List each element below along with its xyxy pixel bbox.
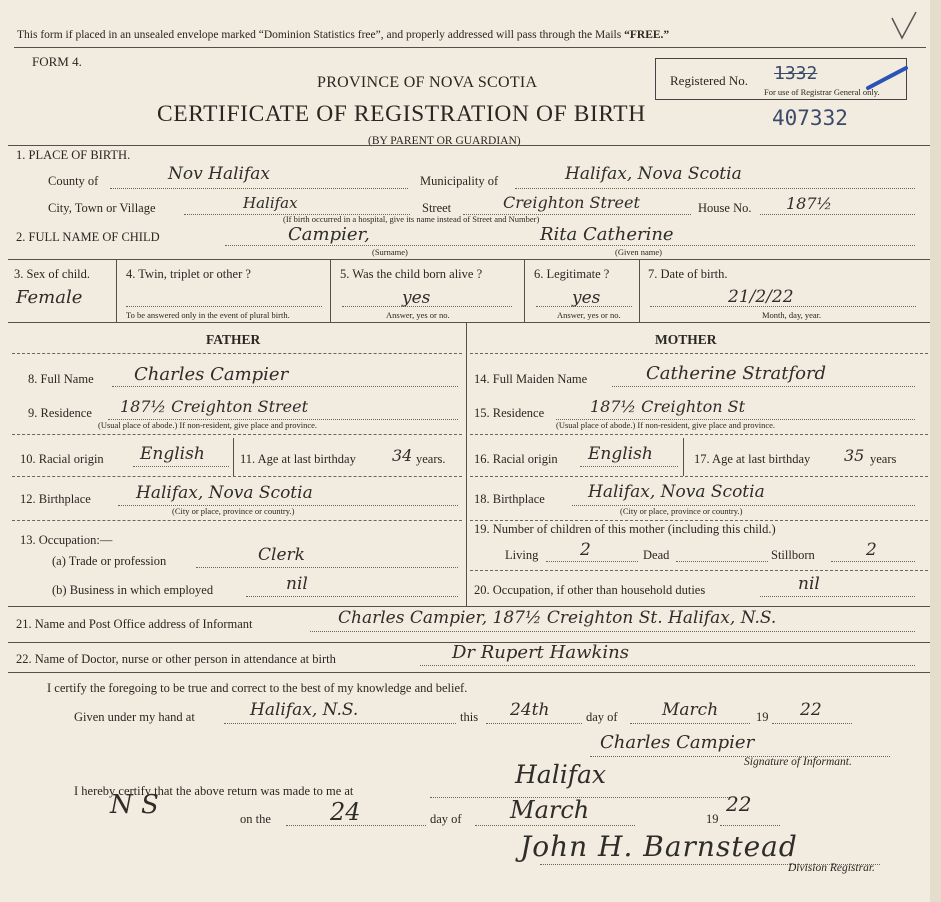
registrar-place: Halifax [515,760,606,789]
legitimate-value: yes [572,288,601,308]
registered-label: Registered No. [670,73,748,88]
father-racial-label: 10. Racial origin [20,452,104,466]
on-the-label: on the [240,812,271,826]
mother-years: years [870,452,897,466]
registrar-signature: John H. Barnstead [520,830,798,863]
section-rule [8,145,930,146]
given-caption: (Given name) [615,247,662,257]
date-note: Month, day, year. [762,310,822,320]
mail-notice [17,29,669,41]
doctor-label: 22. Name of Doctor, nurse or other person in attendance at birth [16,652,336,666]
street-value: Creighton Street [503,193,640,212]
stamped-number: 407332 [772,106,848,130]
certify-day: 24th [510,700,550,720]
province-heading: PROVINCE OF NOVA SCOTIA [317,74,538,91]
registrar-signature-label: Division Registrar. [788,862,875,874]
stillborn-value: 2 [866,540,877,560]
marker-stroke-icon [864,62,910,92]
business-label: (b) Business in which employed [52,583,214,597]
mother-racial-label: 16. Racial origin [474,452,558,466]
certify-statement: I certify the foregoing to be true and correct to the best of my knowledge and belief. [47,681,468,695]
municipality-label: Municipality of [420,174,499,188]
alive-value: yes [402,288,431,308]
living-label: Living [505,548,539,562]
city-value: Halifax [243,194,298,212]
registrar-year-prefix: 19 [706,812,719,826]
registrar-year: 22 [726,792,752,816]
alive-note: Answer, yes or no. [386,310,450,320]
mother-racial-value: English [588,444,653,464]
father-birthplace-value: Halifax, Nova Scotia [136,483,313,503]
top-rule [14,47,926,48]
mother-occupation-value: nil [798,574,820,594]
registered-value: 1332 [774,63,818,84]
page-title: CERTIFICATE OF REGISTRATION OF BIRTH [157,101,646,127]
city-label: City, Town or Village [48,201,156,215]
father-residence-label: 9. Residence [28,406,92,420]
father-heading: FATHER [206,332,261,347]
informant-signature-label: Signature of Informant. [744,756,852,768]
parents-divider [466,322,467,606]
row-rule [8,259,930,260]
mother-birthplace-value: Halifax, Nova Scotia [588,482,765,502]
twin-note: To be answered only in the event of plural birth. [126,310,290,320]
registrar-day-label: day of [430,812,462,826]
hospital-note: (If birth occurred in a hospital, give its name instead of Street and Number) [283,214,540,224]
mother-name-label: 14. Full Maiden Name [474,372,588,386]
row-rule [8,672,930,673]
trade-label: (a) Trade or profession [52,554,167,568]
mother-residence-label: 15. Residence [474,406,545,420]
row-rule [8,322,930,323]
notice-text: This form if placed in an unsealed envelope marked “Dominion Statistics free”, and properly addressed will pass through the Mails [17,29,622,41]
mother-age-value: 35 [844,446,865,465]
father-occupation-label: 13. Occupation:— [20,533,113,547]
mother-occupation-label: 20. Occupation, if other than household duties [474,583,706,597]
certify-year-prefix: 19 [756,710,769,724]
children-count-label: 19. Number of children of this mother (including this child.) [474,522,776,536]
place-section-label: 1. PLACE OF BIRTH. [16,148,131,162]
father-age-label: 11. Age at last birthday [240,452,356,466]
certify-year: 22 [800,700,822,720]
father-birthplace-label: 12. Birthplace [20,492,91,506]
living-value: 2 [580,540,591,560]
house-value: 187½ [786,194,833,213]
house-label: House No. [698,201,752,215]
certify-month: March [662,700,719,720]
sex-value: Female [16,287,83,308]
mother-age-label: 17. Age at last birthday [694,452,811,466]
doctor-value: Dr Rupert Hawkins [452,642,629,663]
registrar-statement: I hereby certify that the above return was made to me at [74,784,354,798]
county-label: County of [48,174,99,188]
child-surname: Campier, [288,224,370,245]
father-residence-note: (Usual place of abode.) If non-resident, give place and province. [98,420,318,430]
father-racial-value: English [140,444,205,464]
alive-label: 5. Was the child born alive ? [340,267,483,281]
child-given-name: Rita Catherine [540,224,674,245]
child-name-label: 2. FULL NAME OF CHILD [16,230,160,244]
mother-residence-note: (Usual place of abode.) If non-resident, give place and province. [556,420,776,430]
surname-caption: (Surname) [372,247,408,257]
mother-heading: MOTHER [655,332,717,347]
legitimate-note: Answer, yes or no. [557,310,621,320]
mother-residence-value: 187½ Creighton St [590,397,745,416]
date-value: 21/2/22 [728,287,794,307]
father-years: years. [416,452,446,466]
registrar-use-note: For use of Registrar General only. [764,87,880,97]
county-value: Nov Halifax [168,164,270,184]
given-place: Halifax, N.S. [250,700,359,720]
father-age-value: 34 [392,446,413,465]
given-label: Given under my hand at [74,710,195,724]
dead-label: Dead [643,548,670,562]
notice-free: “FREE.” [624,29,670,41]
this-label: this [460,710,479,724]
business-value: nil [286,574,308,594]
mother-birthplace-note: (City or place, province or country.) [620,506,743,516]
page-subtitle: (BY PARENT OR GUARDIAN) [368,135,521,147]
informant-signature: Charles Campier [600,732,755,753]
form-number: FORM 4. [32,54,82,69]
sex-label: 3. Sex of child. [14,267,91,281]
page-edge [930,0,941,902]
twin-label: 4. Twin, triplet or other ? [126,267,251,281]
trade-value: Clerk [258,545,305,565]
registrar-place-abbrev: N S [110,790,159,820]
father-birthplace-note: (City or place, province or country.) [172,506,295,516]
father-name-label: 8. Full Name [28,372,94,386]
row-rule [8,606,930,607]
informant-label: 21. Name and Post Office address of Informant [16,617,253,631]
registrar-day: 24 [330,798,361,826]
legitimate-label: 6. Legitimate ? [534,267,610,281]
street-label: Street [422,201,452,215]
certify-day-label: day of [586,710,618,724]
father-name-value: Charles Campier [134,364,289,385]
mother-name-value: Catherine Stratford [646,363,827,384]
informant-value: Charles Campier, 187½ Creighton St. Halifax, N.S. [338,608,777,628]
mother-birthplace-label: 18. Birthplace [474,492,545,506]
registrar-month: March [510,796,590,824]
stillborn-label: Stillborn [771,548,815,562]
check-mark-icon [888,10,922,44]
municipality-value: Halifax, Nova Scotia [565,164,742,184]
father-residence-value: 187½ Creighton Street [120,397,309,416]
date-label: 7. Date of birth. [648,267,728,281]
